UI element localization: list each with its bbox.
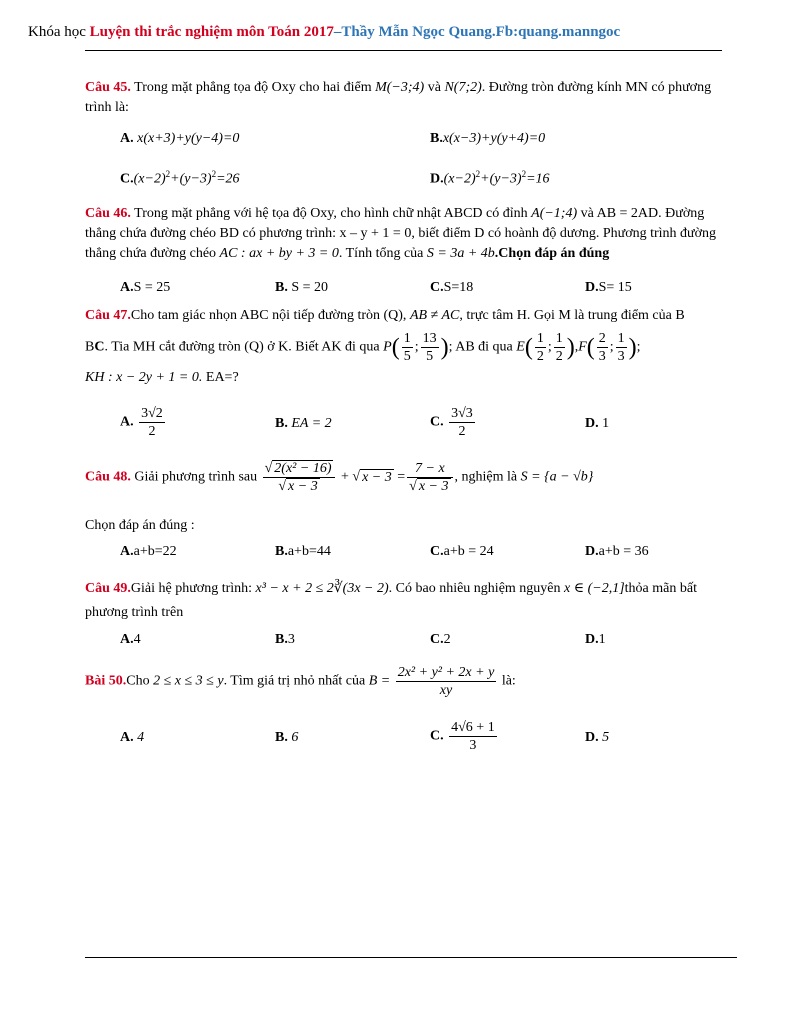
answer-label: D. [585,730,599,745]
answer-value: 3 [287,632,295,647]
fraction [616,330,627,365]
answer-label: C. [430,280,444,295]
question-text: Giải phương trình sau [130,469,261,485]
question-text: thỏa mãn bất phương trình trên [85,581,697,620]
fraction [396,664,497,699]
question-text: Giải hệ phương trình: [130,581,256,596]
answer-label: A. [120,414,134,430]
answer-b [275,730,298,746]
question-text: và [424,80,445,95]
footer-divider [85,957,737,958]
question-49 [85,577,725,625]
denominator: 2 [458,424,466,439]
answer-label: D. [585,416,599,431]
numerator: 1 [617,331,625,346]
numerator: 4√6 + 1 [451,720,495,735]
answer-label: A. [120,730,134,745]
question-number: Câu 45. [85,80,131,95]
answer-expr: (x−2) [443,171,476,187]
question-47-line3 [85,370,239,386]
answer-c [430,280,473,296]
math-set: S = {a − √b} [520,469,594,485]
denominator: 3 [598,349,606,364]
choose-prompt: Chọn đáp án đúng : [85,518,195,533]
math-inequality: AB ≠ AC [409,308,460,323]
question-number: Bài 50. [85,673,127,689]
question-47-line1 [85,306,725,326]
denominator: xy [439,683,453,698]
denominator: 2 [555,349,563,364]
question-text: Cho tam giác nhọn ABC nội tiếp đường tròn (Q), [130,308,410,323]
question-text: . [494,246,499,261]
answer-label: C. [430,728,444,744]
answer-value: 4 [137,730,145,745]
answer-value: 4 [133,632,141,647]
radicand: 2(x² − 16) [274,461,332,476]
answer-value: EA = 2 [291,416,332,431]
answer-value: a+b = 24 [443,544,494,559]
answer-expr: =26 [216,171,240,187]
answer-b [275,632,295,648]
question-text: . Tính tổng của [338,246,427,261]
point-p: P [383,339,392,355]
math-b: B = [368,673,391,689]
fraction [402,330,413,365]
question-text: . Tìm giá trị nhỏ nhất của [223,673,369,689]
point-e: E [516,339,525,355]
answer-a [120,544,177,560]
question-45 [85,78,725,118]
denominator: 5 [426,349,434,364]
header-teacher: Thầy Mẫn Ngọc Quang. [341,24,496,40]
answer-c [120,169,240,188]
question-text: Trong mặt phẳng với hệ tọa độ Oxy, cho hình chữ nhật ABCD có đỉnh [130,206,532,221]
math-line-ac: AC : ax + by + 3 = 0 [219,246,339,261]
math-point-m: M(−3;4) [375,80,425,95]
math-inequality: x³ − x + 2 ≤ 2∛(3x − 2) [255,581,389,596]
question-text: và AB = 2AD [577,206,659,221]
math-condition: 2 ≤ x ≤ 3 ≤ y [153,673,224,689]
question-text: , nghiệm là [454,469,521,485]
exponent: 2 [165,169,171,179]
math-domain: x ∈ (−2,1] [564,581,625,596]
question-text: . Tia MH cắt đường tròn (Q) ở K. Biết AK đi qua [104,339,384,355]
denominator: √ x − 3 [278,479,318,494]
answer-label: C. [430,544,444,559]
radicand: x − 3 [418,479,449,494]
header-divider [85,50,722,51]
answer-d [585,544,649,560]
math-sum: S = 3a + 4b [426,246,495,261]
page-header [28,24,728,41]
fraction [554,330,565,365]
numerator: 1 [536,331,544,346]
answer-value: S= 15 [598,280,632,295]
answer-d [585,416,609,432]
answer-b [275,280,328,296]
question-text: ; AB đi qua [448,339,517,355]
math-line-kh: KH : x − 2y + 1 = 0. [85,370,203,385]
answer-a [120,280,170,296]
answer-d [430,169,550,188]
answer-label: A. [120,131,134,146]
question-text: , trực tâm H. Gọi M là trung điểm của B [459,308,685,323]
answer-label: A. [120,544,134,559]
answer-a [120,131,239,147]
answer-a [120,730,144,746]
denominator: 3 [617,349,625,364]
answer-value: a+b = 36 [598,544,649,559]
answer-label: B. [430,131,443,146]
question-text: là: [498,673,516,689]
answer-value: S = 20 [287,280,329,295]
question-text: . Đường thẳng chứa đường chéo BD có phương trình: x – y + 1 = 0, biết điểm D có hoành độ dương. Phương trình đường thẳng chứa đường chéo [85,206,717,261]
exponent: 2 [521,169,527,179]
answer-value: S=18 [443,280,474,295]
answer-a [120,405,167,440]
answer-label: B. [275,730,288,745]
denominator: √ x − 3 [409,479,449,494]
answer-c [430,405,477,440]
answer-value: S = 25 [133,280,171,295]
question-50 [85,664,516,699]
numerator: 1 [403,331,411,346]
question-text: Cho [126,673,154,689]
answer-expr: x(x−3)+y(y+4)=0 [442,131,546,146]
question-46 [85,204,725,264]
question-number: Câu 46. [85,206,131,221]
question-number: Câu 48. [85,469,131,485]
answer-label: B. [275,416,288,431]
answer-label: B. [275,544,288,559]
question-text: . Có bao nhiêu nghiệm nguyên [388,581,565,596]
answer-value: 2 [443,632,451,647]
fraction [449,405,475,440]
answer-expr: x(x+3)+y(y−4)=0 [137,131,240,146]
exponent: 2 [211,169,217,179]
denominator: 3 [469,738,477,753]
answer-d [585,632,606,648]
header-fb: Fb:quang.manngoc [495,24,621,40]
numerator: 1 [555,331,563,346]
numerator: 3√3 [451,406,473,421]
answer-label: A. [120,280,134,295]
fraction [449,719,497,754]
fraction [535,330,546,365]
question-text: . Đường tròn đường kính MN có phương trình là: [85,80,712,115]
answer-label: D. [585,632,599,647]
answer-expr: +(y−3) [170,171,212,187]
answer-value: 1 [602,416,610,431]
exponent: 2 [475,169,481,179]
fraction [139,405,165,440]
fraction [421,330,439,365]
math-point-n: N(7;2) [444,80,482,95]
answer-expr: =16 [526,171,550,187]
answer-b [430,131,545,147]
answer-value: a+b=44 [287,544,331,559]
answer-c [430,719,499,754]
question-number: Câu 49. [85,581,131,596]
denominator: 2 [148,424,156,439]
answer-label: A. [120,632,134,647]
fraction [597,330,608,365]
answer-label: B. [275,280,288,295]
answer-d [585,730,609,746]
question-47-line2: BC. Tia MH cắt đường tròn (Q) ở K. Biết AK đi qua P( $\frac{1}{5}$ ; $\frac{13}{5}$ ); AB đi qua E( $\frac{1}{2}$ ; $\frac{1}{2}$ ),F( $\frac{2}{3}$ ; $\frac{1}{3}$ ); [85,331,641,364]
operator: = [397,469,406,485]
answer-value: 6 [291,730,299,745]
answer-c [430,544,494,560]
header-sep: – [333,24,342,40]
answer-label: D. [585,544,599,559]
radicand: x − 3 [288,479,318,494]
answer-label: C. [430,414,444,430]
question-number: Câu 47. [85,308,131,323]
numerator: 7 − x [407,460,452,478]
answer-label: D. [585,280,599,295]
answer-a [120,632,141,648]
numerator: 13 [422,331,437,346]
bold-letter: C [94,339,105,355]
answer-label: D. [430,171,444,187]
answer-c [430,632,451,648]
answer-b [275,416,332,432]
answer-value: a+b=22 [133,544,177,559]
answer-label: B. [275,632,288,647]
denominator: 2 [536,349,544,364]
answer-expr: (x−2) [133,171,166,187]
denominator: 5 [403,349,411,364]
question-text: Chọn đáp án đúng [498,246,610,261]
header-prefix: Khóa học [28,24,90,40]
answer-value: 5 [602,730,610,745]
answer-d [585,280,632,296]
header-course: Luyện thi trắc nghiệm môn Toán 2017 [89,24,334,40]
question-text: ; [636,339,641,355]
numerator: 2x² + y² + 2x + y [397,665,495,680]
question-48: Câu 48. Giải phương trình sau $\frac{\text{√ 2(x² − 16)}}{√ x - 3}$ + √ x − 3 = $\frac{7 - x}{√ x - 3}$ , nghiệm là S = {a − √b} [85,461,594,494]
radicand: x − 3 [362,469,392,485]
answer-b [275,544,331,560]
answer-expr: +(y−3) [480,171,522,187]
question-text: Trong mặt phẳng tọa độ Oxy cho hai điểm [130,80,376,95]
answer-label: C. [430,632,444,647]
operator: + [340,469,349,485]
fraction [407,460,452,495]
question-text: EA=? [202,370,239,385]
answer-value: 1 [598,632,606,647]
answer-label: C. [120,171,134,187]
numerator: 2 [598,331,606,346]
fraction [263,460,336,495]
numerator: 3√2 [141,406,163,421]
math-point-a: A(−1;4) [531,206,578,221]
point-f: F [578,339,587,355]
numerator: √ 2(x² − 16) [263,460,336,478]
